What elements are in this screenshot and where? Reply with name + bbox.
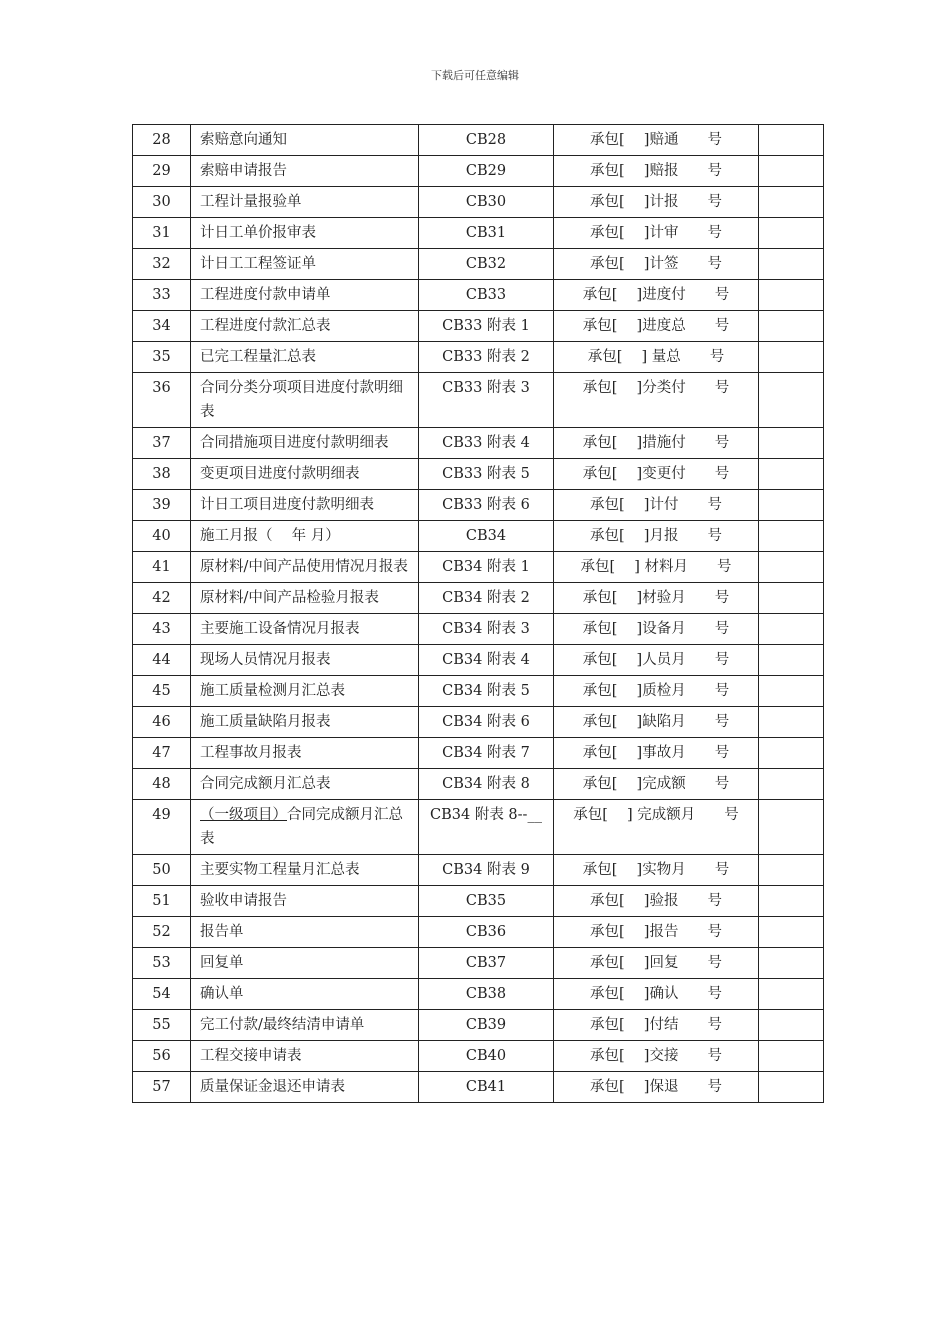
- row-number: 28: [133, 125, 191, 156]
- remarks-cell: [759, 707, 824, 738]
- form-number-format: 承包[ ]分类付 号: [554, 373, 759, 428]
- form-number-format: 承包[ ]设备月 号: [554, 614, 759, 645]
- form-number-format: 承包[ ]赔报 号: [554, 156, 759, 187]
- form-number-format: 承包[ ]完成额 号: [554, 769, 759, 800]
- table-row: [133, 342, 824, 373]
- row-number: 38: [133, 459, 191, 490]
- form-code: CB34 附表 7: [419, 738, 554, 769]
- form-name-text: 工程进度付款汇总表: [200, 318, 331, 334]
- form-name: [191, 1072, 419, 1103]
- form-name-text: 质量保证金退还申请表: [200, 1079, 345, 1095]
- table-row: [133, 707, 824, 738]
- form-name: [191, 707, 419, 738]
- row-number: 45: [133, 676, 191, 707]
- form-name: [191, 917, 419, 948]
- form-name: [191, 769, 419, 800]
- table-row: [133, 459, 824, 490]
- form-name-text: 工程计量报验单: [200, 194, 302, 210]
- form-number-format: 承包[ ]事故月 号: [554, 738, 759, 769]
- table-row: [133, 676, 824, 707]
- form-name: [191, 979, 419, 1010]
- table-row: [133, 645, 824, 676]
- form-name-text: 计日工工程签证单: [200, 256, 316, 272]
- table-row: [133, 948, 824, 979]
- table-row: [133, 373, 824, 428]
- remarks-cell: [759, 1072, 824, 1103]
- form-number-format: 承包[ ]赔通 号: [554, 125, 759, 156]
- form-number-format: 承包[ ]计报 号: [554, 187, 759, 218]
- form-name-text: 合同措施项目进度付款明细表: [200, 435, 389, 451]
- table-row: [133, 428, 824, 459]
- form-code: CB33 附表 1: [419, 311, 554, 342]
- remarks-cell: [759, 156, 824, 187]
- form-code: CB35: [419, 886, 554, 917]
- form-name-text: 索赔意向通知: [200, 132, 287, 148]
- form-code: CB38: [419, 979, 554, 1010]
- form-code: CB40: [419, 1041, 554, 1072]
- table-row: [133, 583, 824, 614]
- form-name-text: 报告单: [200, 924, 244, 940]
- remarks-cell: [759, 886, 824, 917]
- remarks-cell: [759, 521, 824, 552]
- row-number: 42: [133, 583, 191, 614]
- form-number-format: 承包[ ]保退 号: [554, 1072, 759, 1103]
- row-number: 29: [133, 156, 191, 187]
- form-name: [191, 428, 419, 459]
- row-number: 53: [133, 948, 191, 979]
- form-name: [191, 280, 419, 311]
- form-name: [191, 1041, 419, 1072]
- table-row: [133, 125, 824, 156]
- remarks-cell: [759, 1010, 824, 1041]
- table-row: [133, 249, 824, 280]
- row-number: 54: [133, 979, 191, 1010]
- form-code: CB34 附表 8: [419, 769, 554, 800]
- row-number: 46: [133, 707, 191, 738]
- remarks-cell: [759, 676, 824, 707]
- form-name-text: 合同完成额月汇总表: [200, 776, 331, 792]
- form-code: CB41: [419, 1072, 554, 1103]
- form-number-format: 承包[ ]材验月 号: [554, 583, 759, 614]
- table-row: [133, 738, 824, 769]
- form-index-table: [132, 124, 824, 1103]
- table-body: [133, 125, 824, 1103]
- form-name: [191, 373, 419, 428]
- form-code: CB36: [419, 917, 554, 948]
- table-row: [133, 521, 824, 552]
- form-number-format: 承包[ ]回复 号: [554, 948, 759, 979]
- form-name: [191, 187, 419, 218]
- form-name-text: 确认单: [200, 986, 244, 1002]
- row-number: 41: [133, 552, 191, 583]
- remarks-cell: [759, 917, 824, 948]
- form-name-text: 索赔申请报告: [200, 163, 287, 179]
- form-number-format: 承包[ ] 完成额月 号: [554, 800, 759, 855]
- form-number-format: 承包[ ]进度付 号: [554, 280, 759, 311]
- form-name: [191, 311, 419, 342]
- form-code: CB34 附表 8--__: [419, 800, 554, 855]
- table-row: [133, 280, 824, 311]
- form-number-format: 承包[ ]计审 号: [554, 218, 759, 249]
- form-code: CB33 附表 2: [419, 342, 554, 373]
- remarks-cell: [759, 311, 824, 342]
- row-number: 55: [133, 1010, 191, 1041]
- form-number-format: 承包[ ]确认 号: [554, 979, 759, 1010]
- form-name: [191, 614, 419, 645]
- row-number: 43: [133, 614, 191, 645]
- table-row: [133, 187, 824, 218]
- form-code: CB33 附表 4: [419, 428, 554, 459]
- table-row: [133, 800, 824, 855]
- form-number-format: 承包[ ] 材料月 号: [554, 552, 759, 583]
- form-code: CB30: [419, 187, 554, 218]
- form-name: [191, 125, 419, 156]
- form-number-format: 承包[ ]月报 号: [554, 521, 759, 552]
- page-header: 下载后可任意编辑: [431, 69, 519, 82]
- remarks-cell: [759, 249, 824, 280]
- form-name-text: 工程进度付款申请单: [200, 287, 331, 303]
- form-name: [191, 249, 419, 280]
- form-name-text: 现场人员情况月报表: [200, 652, 331, 668]
- form-code: CB34 附表 1: [419, 552, 554, 583]
- form-name: [191, 490, 419, 521]
- form-code: CB34 附表 4: [419, 645, 554, 676]
- row-number: 34: [133, 311, 191, 342]
- form-number-format: 承包[ ]措施付 号: [554, 428, 759, 459]
- remarks-cell: [759, 738, 824, 769]
- form-code: CB32: [419, 249, 554, 280]
- row-number: 35: [133, 342, 191, 373]
- row-number: 37: [133, 428, 191, 459]
- remarks-cell: [759, 280, 824, 311]
- form-name: [191, 583, 419, 614]
- form-name: [191, 645, 419, 676]
- table-row: [133, 552, 824, 583]
- form-name: [191, 342, 419, 373]
- form-number-format: 承包[ ]质检月 号: [554, 676, 759, 707]
- form-code: CB39: [419, 1010, 554, 1041]
- form-number-format: 承包[ ]变更付 号: [554, 459, 759, 490]
- form-code: CB34 附表 6: [419, 707, 554, 738]
- form-number-format: 承包[ ]实物月 号: [554, 855, 759, 886]
- form-name: [191, 886, 419, 917]
- form-name-text: 工程事故月报表: [200, 745, 302, 761]
- table-row: [133, 917, 824, 948]
- table-row: [133, 855, 824, 886]
- form-name: [191, 1010, 419, 1041]
- row-number: 48: [133, 769, 191, 800]
- table-row: [133, 769, 824, 800]
- row-number: 50: [133, 855, 191, 886]
- remarks-cell: [759, 459, 824, 490]
- form-name-text: 主要实物工程量月汇总表: [200, 862, 360, 878]
- form-name: [191, 218, 419, 249]
- form-code: CB37: [419, 948, 554, 979]
- remarks-cell: [759, 342, 824, 373]
- remarks-cell: [759, 1041, 824, 1072]
- form-name: [191, 800, 419, 855]
- table-row: [133, 1041, 824, 1072]
- form-code: CB29: [419, 156, 554, 187]
- table-row: [133, 1010, 824, 1041]
- form-name-text: 已完工程量汇总表: [200, 349, 316, 365]
- remarks-cell: [759, 645, 824, 676]
- form-code: CB34 附表 3: [419, 614, 554, 645]
- remarks-cell: [759, 769, 824, 800]
- form-code: CB34 附表 9: [419, 855, 554, 886]
- remarks-cell: [759, 948, 824, 979]
- form-name-text: 原材料/中间产品使用情况月报表: [200, 559, 408, 575]
- row-number: 51: [133, 886, 191, 917]
- form-name-text: 工程交接申请表: [200, 1048, 302, 1064]
- form-name-text: 施工质量缺陷月报表: [200, 714, 331, 730]
- row-number: 44: [133, 645, 191, 676]
- remarks-cell: [759, 428, 824, 459]
- table-row: [133, 218, 824, 249]
- form-number-format: 承包[ ]缺陷月 号: [554, 707, 759, 738]
- remarks-cell: [759, 583, 824, 614]
- table-row: [133, 311, 824, 342]
- table-row: [133, 614, 824, 645]
- row-number: 32: [133, 249, 191, 280]
- row-number: 57: [133, 1072, 191, 1103]
- form-name-text: 计日工单价报审表: [200, 225, 316, 241]
- form-number-format: 承包[ ] 量总 号: [554, 342, 759, 373]
- form-code: CB33 附表 6: [419, 490, 554, 521]
- table-row: [133, 886, 824, 917]
- form-name: [191, 948, 419, 979]
- remarks-cell: [759, 125, 824, 156]
- form-name-text: 合同完成额月汇总表: [200, 807, 403, 847]
- form-name-text: 变更项目进度付款明细表: [200, 466, 360, 482]
- form-number-format: 承包[ ]人员月 号: [554, 645, 759, 676]
- row-number: 49: [133, 800, 191, 855]
- form-code: CB33: [419, 280, 554, 311]
- form-name: [191, 521, 419, 552]
- row-number: 52: [133, 917, 191, 948]
- form-code: CB34 附表 2: [419, 583, 554, 614]
- form-name-text: 主要施工设备情况月报表: [200, 621, 360, 637]
- form-name: [191, 156, 419, 187]
- remarks-cell: [759, 218, 824, 249]
- remarks-cell: [759, 855, 824, 886]
- form-code: CB28: [419, 125, 554, 156]
- form-name: [191, 855, 419, 886]
- form-name-text: 合同分类分项项目进度付款明细表: [200, 380, 403, 420]
- form-number-format: 承包[ ]进度总 号: [554, 311, 759, 342]
- remarks-cell: [759, 373, 824, 428]
- form-number-format: 承包[ ]计付 号: [554, 490, 759, 521]
- remarks-cell: [759, 187, 824, 218]
- row-number: 31: [133, 218, 191, 249]
- table-row: [133, 979, 824, 1010]
- form-code: CB33 附表 3: [419, 373, 554, 428]
- form-name-text: 原材料/中间产品检验月报表: [200, 590, 379, 606]
- form-name: [191, 459, 419, 490]
- row-number: 30: [133, 187, 191, 218]
- remarks-cell: [759, 800, 824, 855]
- form-name: [191, 676, 419, 707]
- form-name: [191, 552, 419, 583]
- row-number: 56: [133, 1041, 191, 1072]
- form-number-format: 承包[ ]交接 号: [554, 1041, 759, 1072]
- form-name-text: 施工质量检测月汇总表: [200, 683, 345, 699]
- form-code: CB34: [419, 521, 554, 552]
- form-name: [191, 738, 419, 769]
- table-row: [133, 490, 824, 521]
- row-number: 40: [133, 521, 191, 552]
- form-name-text: 施工月报（ 年 月）: [200, 528, 340, 544]
- form-name-text: 计日工项目进度付款明细表: [200, 497, 374, 513]
- form-number-format: 承包[ ]付结 号: [554, 1010, 759, 1041]
- form-number-format: 承包[ ]验报 号: [554, 886, 759, 917]
- table-row: [133, 1072, 824, 1103]
- row-number: 47: [133, 738, 191, 769]
- remarks-cell: [759, 979, 824, 1010]
- row-number: 39: [133, 490, 191, 521]
- remarks-cell: [759, 552, 824, 583]
- remarks-cell: [759, 614, 824, 645]
- row-number: 36: [133, 373, 191, 428]
- remarks-cell: [759, 490, 824, 521]
- form-code: CB31: [419, 218, 554, 249]
- table-row: [133, 156, 824, 187]
- form-number-format: 承包[ ]报告 号: [554, 917, 759, 948]
- form-name-text: 完工付款/最终结清申请单: [200, 1017, 365, 1033]
- row-number: 33: [133, 280, 191, 311]
- form-name-text: 验收申请报告: [200, 893, 287, 909]
- form-code: CB34 附表 5: [419, 676, 554, 707]
- form-name-underlined-prefix: （一级项目）: [200, 807, 287, 823]
- form-number-format: 承包[ ]计签 号: [554, 249, 759, 280]
- form-code: CB33 附表 5: [419, 459, 554, 490]
- form-name-text: 回复单: [200, 955, 244, 971]
